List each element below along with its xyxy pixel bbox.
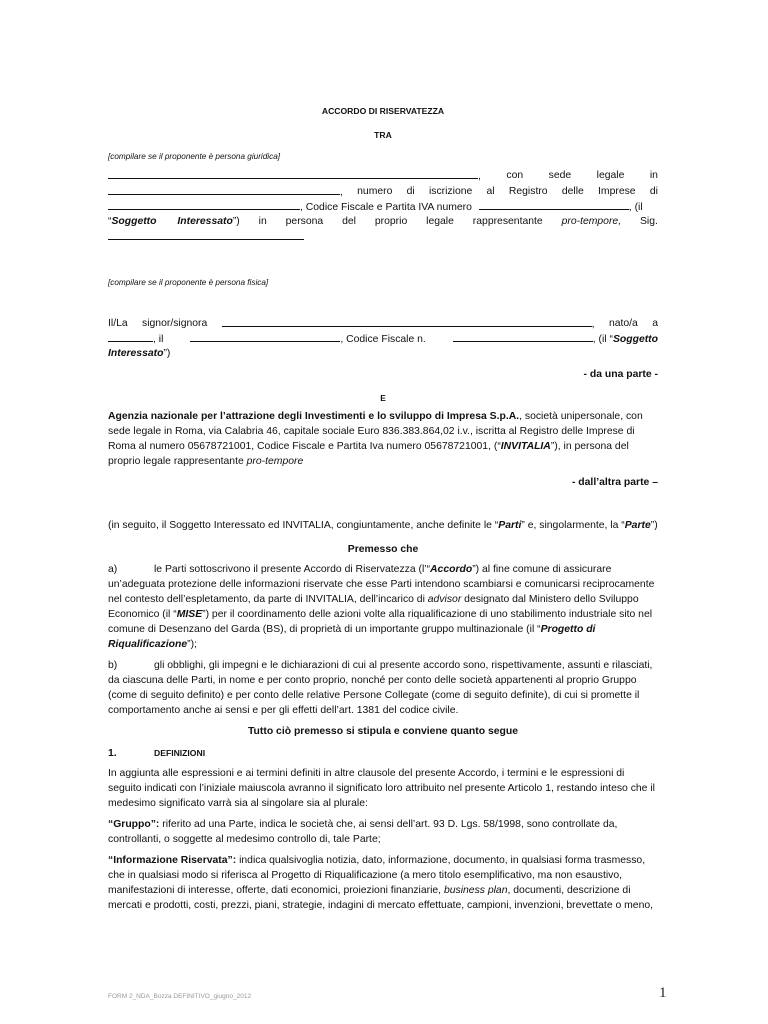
invitalia-line-2: sede legale in Roma, via Calabria 46, capitale sociale Euro 836.383.864,02 i.v., iscritta al Registro delle Imprese di — [108, 426, 635, 437]
note-persona-fisica: [compilare se il proponente è persona fisica] — [108, 278, 269, 287]
da-una-parte: - da una parte - — [583, 369, 658, 380]
in-seguito: (in seguito, il Soggetto Interessato ed INVITALIA, congiuntamente, anche definite le “Parti” e, singolarmente, la “Parte”) — [108, 520, 658, 531]
e-separator: E — [380, 393, 386, 403]
giuridica-line-3: , Codice Fiscale e Partita IVA numero , (il — [108, 200, 658, 215]
premessa-b-line-2: da ciascuna delle Parti, in nome e per conto proprio, nonché per conto delle società appartenenti al proprio Gruppo — [108, 675, 637, 686]
definizioni-line-1: In aggiunta alle espressioni e ai termini definiti in altre clausole del presente Accordo, i termini e le espressioni di — [108, 768, 625, 779]
giuridica-line-5 — [108, 230, 658, 245]
blank-codice-fiscale — [453, 332, 593, 342]
definizioni-line-2: seguito indicati con l’iniziale maiuscola avranno il significato loro attribuito nel presente Articolo 1, restando inteso che il — [108, 783, 655, 794]
premessa-b-line-1: b) gli obblighi, gli impegni e le dichiarazioni di cui al presente accordo sono, rispettivamente, assunti e rilasciati, — [108, 660, 653, 671]
premessa-a-line-5: comune di Desenzano del Garda (BS), di proprietà di un importante gruppo multinazionale (il “Progetto di — [108, 624, 596, 635]
info-line-1: “Informazione Riservata”: indica qualsivoglia notizia, dato, informazione, documento, in qualsiasi forma trasmesso, — [108, 855, 646, 866]
info-line-4: mercati e prodotti, costi, prezzi, piani, strategie, indagini di mercato effettuate, campioni, invenzioni, brevettate o meno, — [108, 900, 654, 911]
note-persona-giuridica: [compilare se il proponente è persona giuridica] — [108, 152, 281, 161]
premessa-a-line-6: Riqualificazione”); — [108, 639, 197, 650]
premessa-a-line-1: a) le Parti sottoscrivono il presente Accordo di Riservatezza (l’“Accordo”) al fine comune di assicurare — [108, 564, 612, 575]
fisica-line-1: Il/La signor/signora , nato/a a — [108, 318, 658, 330]
blank-nome — [222, 317, 592, 327]
premessa-a-line-4: Economico (il “MISE”) per il coordinamento delle azioni volte alla riqualificazione di uno stabilimento industriale sito nel — [108, 609, 653, 620]
fisica-line-3: Interessato”) — [108, 348, 171, 359]
blank-partita-iva — [479, 200, 629, 210]
giuridica-line-1: , con sede legale in — [108, 169, 658, 184]
invitalia-line-4: proprio legale rappresentante pro-tempore — [108, 456, 304, 467]
blank-sede — [108, 185, 340, 195]
premesso-heading: Premesso che — [347, 544, 419, 555]
invitalia-line-3: Roma al numero 05678721001, Codice Fiscale e Partita Iva numero 05678721001, (“INVITALIA”), in persona del — [108, 441, 629, 452]
tutto-premesso: Tutto ciò premesso si stipula e conviene quanto segue — [247, 726, 519, 737]
giuridica-line-2: , numero di iscrizione al Registro delle Imprese di — [108, 185, 658, 200]
info-line-3: manifestazioni di interesse, offerte, dati economici, proiezioni finanziarie, business plan, documenti, descrizione di — [108, 885, 631, 896]
fisica-line-2: , il , Codice Fiscale n. , (il “Soggetto — [108, 332, 658, 347]
premessa-a-line-3: nel contesto dell’espletamento, da parte di INVITALIA, dell’incarico di advisor designato dal Ministero dello Sviluppo — [108, 594, 639, 605]
info-line-2: che in qualsiasi modo si riferisca al Progetto di Riqualificazione (a mero titolo esemplificativo, ma non esaustivo, — [108, 870, 623, 881]
invitalia-line-1: Agenzia nazionale per l’attrazione degli Investimenti e lo sviluppo di Impresa S.p.A., società unipersonale, con — [108, 411, 643, 422]
giuridica-line-4: “Soggetto Interessato”) in persona del proprio legale rappresentante pro-tempore, Sig. — [108, 216, 658, 227]
gruppo-line-2: controllanti, o soggette al medesimo controllo di, tale Parte; — [108, 834, 381, 845]
premessa-a-line-2: un’adeguata protezione delle informazioni riservate che esse Parti intendono scambiarsi e comunicarsi reciprocamente — [108, 579, 655, 590]
definizioni-line-3: medesimo significato varrà sia al singolare sia al plurale: — [108, 798, 368, 809]
premessa-b-line-4: comportamento anche ai sensi e per gli effetti dell’art. 1381 del codice civile. — [108, 705, 459, 716]
tra-heading: TRA — [374, 130, 392, 140]
page-number: 1 — [659, 985, 667, 1001]
blank-luogo-nascita — [108, 332, 153, 342]
blank-data-nascita — [190, 332, 340, 342]
section-1-heading: 1. DEFINIZIONI — [108, 748, 206, 759]
blank-rappresentante — [108, 230, 304, 240]
blank-numero-registro — [108, 200, 300, 210]
gruppo-line-1: “Gruppo”: riferito ad una Parte, indica le società che, ai sensi dell’art. 93 D. Lgs. 58/1998, sono controllate da, — [108, 819, 618, 830]
premessa-b-line-3: (come di seguito definito) e per conto delle relative Persone Collegate (come di seguito definite), di cui si promette il — [108, 690, 640, 701]
blank-ragione-sociale — [108, 169, 478, 179]
dallaltra-parte: - dall’altra parte – — [571, 477, 658, 488]
document-title: ACCORDO DI RISERVATEZZA — [321, 106, 445, 116]
footer-filename: FORM 2_NDA_Bozza DEFINITIVO_giugno_2012 — [108, 993, 252, 1000]
